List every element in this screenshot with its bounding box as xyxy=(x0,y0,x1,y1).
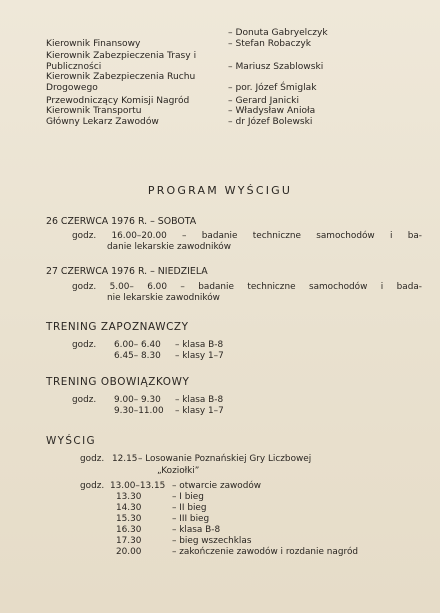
day2-line1: godz. 5.00– 6.00 – badanie techniczne samochodów i bada- xyxy=(72,282,422,292)
training2-time: 9.00– 9.30 xyxy=(114,395,161,405)
day2-date: 27 CZERWCA 1976 R. – NIEDZIELA xyxy=(46,266,208,277)
race-godz: godz. xyxy=(80,454,105,464)
race-desc: – III bieg xyxy=(172,514,210,524)
lottery-line1: – Losowanie Poznańskiej Gry Liczbowej xyxy=(138,454,312,464)
race-time: 17.30 xyxy=(116,536,142,546)
race-time: 15.30 xyxy=(116,514,142,524)
staff-role: Kierownik Transportu xyxy=(46,106,142,117)
staff-row xyxy=(46,28,426,39)
race-godz: godz. xyxy=(80,481,105,491)
staff-role: Kierownik Zabezpieczenia Trasy i Publiczności xyxy=(46,51,197,72)
race-time: 20.00 xyxy=(116,547,142,557)
staff-person: – dr Józef Bolewski xyxy=(228,116,313,127)
race-desc: – II bieg xyxy=(172,503,207,513)
race-time: 13.00–13.15 xyxy=(110,481,166,491)
staff-person: – por. Józef Śmiglak xyxy=(228,82,317,93)
race-desc: – bieg wszechklas xyxy=(172,536,252,546)
staff-row xyxy=(46,51,426,72)
race-desc: – otwarcie zawodów xyxy=(172,481,262,491)
training1-desc: – klasa B-8 xyxy=(175,340,224,350)
staff-role: Przewodniczący Komisji Nagród xyxy=(46,95,190,106)
staff-person: – Donuta Gabryelczyk xyxy=(228,28,328,38)
staff-row xyxy=(46,96,426,107)
staff-role xyxy=(46,28,236,39)
staff-person: – Mariusz Szablowski xyxy=(228,61,324,72)
race-time: 13.30 xyxy=(116,492,142,502)
training2-godz: godz. xyxy=(72,395,97,405)
staff-list xyxy=(46,28,426,127)
staff-row xyxy=(46,72,426,93)
training1-time: 6.45– 8.30 xyxy=(114,351,161,361)
training2-desc: – klasy 1–7 xyxy=(175,406,224,416)
staff-role: Kierownik Finansowy xyxy=(46,38,141,49)
race-desc: – zakończenie zawodów i rozdanie nagród xyxy=(172,547,359,557)
day1-line1: godz. 16.00–20.00 – badanie techniczne samochodów i ba- xyxy=(72,231,422,241)
training2-time: 9.30–11.00 xyxy=(114,406,164,416)
day1-date: 26 CZERWCA 1976 R. – SOBOTA xyxy=(46,216,197,227)
staff-role: Kierownik Zabezpieczenia Ruchu Drogowego xyxy=(46,72,196,93)
race-time: 14.30 xyxy=(116,503,142,513)
program-title: PROGRAM WYŚCIGU xyxy=(147,184,293,197)
staff-person: – Władysław Anioła xyxy=(228,106,316,117)
training2-title: TRENING OBOWIĄZKOWY xyxy=(46,376,190,388)
training1-godz: godz. xyxy=(72,340,97,350)
race-time: 16.30 xyxy=(116,525,142,535)
staff-role: Główny Lekarz Zawodów xyxy=(46,116,159,127)
lottery-line2: „Koziołki” xyxy=(157,466,200,476)
staff-row xyxy=(46,39,426,50)
day1-line2: danie lekarskie zawodników xyxy=(107,242,231,252)
race-desc: – I bieg xyxy=(172,492,204,502)
training2-desc: – klasa B-8 xyxy=(175,395,224,405)
race-desc: – klasa B-8 xyxy=(172,525,221,535)
training1-desc: – klasy 1–7 xyxy=(175,351,224,361)
staff-row xyxy=(46,117,426,128)
staff-person: – Gerard Janicki xyxy=(228,95,299,106)
training1-title: TRENING ZAPOZNAWCZY xyxy=(46,321,189,333)
day2-line2: nie lekarskie zawodników xyxy=(107,293,220,303)
training1-time: 6.00– 6.40 xyxy=(114,340,161,350)
staff-person: – Stefan Robaczyk xyxy=(228,38,312,49)
staff-row xyxy=(46,106,426,117)
lottery-time: 12.15 xyxy=(112,454,138,464)
race-title: WYŚCIG xyxy=(46,435,96,447)
